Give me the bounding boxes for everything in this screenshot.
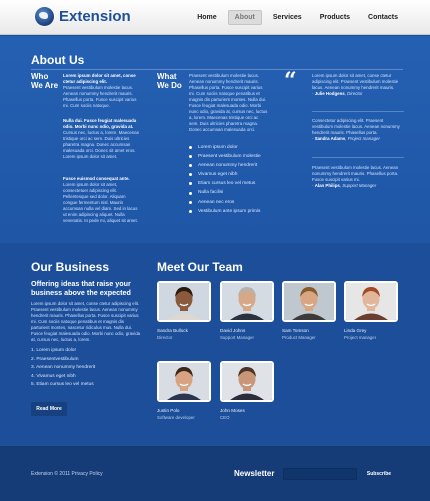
newsletter-label: Newsletter [234, 469, 275, 478]
nav-about[interactable]: About [228, 10, 262, 25]
member-name: Linda Grey [344, 328, 367, 333]
list-item: 4. Vivamus eget nibh [31, 373, 76, 379]
member-photo [157, 361, 211, 402]
list-item: 3. Aenean nonummy hendrerit [31, 365, 96, 371]
list-item: Lorem ipsum dolor [189, 143, 261, 152]
bullet-icon [189, 173, 192, 176]
member-name: Justin Polo [157, 408, 180, 413]
member-photo [220, 361, 274, 402]
team-member[interactable] [157, 361, 211, 420]
testimonial-divider [312, 111, 404, 112]
member-photo [220, 281, 274, 322]
business-body: Lorem ipsum dolor sit amet, conse ctetur adipiscing elit. Praesent vestibulum molestie lacus. Aenean nonummy hendrerit mauris. Phasellus porta. Fusce suscipit varius mi. Cum sociis natoque penatibus et magnis dis parturient montes, nascetur ridiculus mus. Nulla dui. Fusce feugiat malesuada odio. Morbi nunc odio, gravida at, cursus nec, luctus a, lorem. [31, 301, 141, 342]
site-header [0, 0, 430, 35]
bullet-icon [189, 210, 192, 213]
nav-contacts[interactable]: Contacts [368, 14, 398, 21]
what-heading: What We Do [157, 72, 182, 90]
list-item: Nulla facilisi [189, 188, 261, 197]
brand-name: Extension [59, 8, 131, 25]
team-member[interactable] [220, 281, 274, 340]
member-name: Sam Tomson [282, 328, 309, 333]
business-team-section [0, 243, 430, 445]
nav-services[interactable]: Services [272, 14, 302, 21]
member-name: David Johns [220, 328, 246, 333]
testimonial-divider [312, 157, 404, 158]
member-role: Director [157, 335, 173, 340]
bullet-icon [189, 182, 192, 185]
what-body: Praesent vestibulum molestie lacus. Aenean nonummy hendrerit mauris. Phasellus porta. Fusce suscipit varius mi. Cum sociis natoque penatibus et magnis dis parturient montes. Nulla dui. Fusce feugiat malesuada odio. Morbi nunc odio, gravida at, cursus nec, luctus a, lorem. Maecenas tristique orci ac sem. Duis ultricies pharetra magna. Donec accumsan malesuada orci. [189, 73, 268, 132]
about-section [0, 36, 430, 243]
main-nav [190, 10, 405, 25]
bullet-icon [189, 201, 192, 204]
site-footer [0, 445, 430, 501]
member-name: Sandra Bullock [157, 328, 188, 333]
team-member[interactable] [344, 281, 398, 340]
who-block-2: Nulla dui. Fusce feugiat malesuada odio. Morbi nunc odio, gravida at. Cursus nec, luctus a, lorem. Maecenas tristique orci ac sem. Duis ultricies pharetra magna. Donec accumsan malesuada orci. Donec sit amet eros. Lorem ipsum dolor sit amet. [63, 118, 139, 159]
team-member[interactable] [157, 281, 211, 340]
bullet-icon [189, 192, 192, 195]
member-name: John Moses [220, 408, 245, 413]
bullet-icon [189, 146, 192, 149]
list-item: Etiam cursus leo vel metus [189, 179, 261, 188]
about-title: About Us [31, 53, 85, 67]
business-tagline: Offering ideas that raise your business above the expected [31, 279, 131, 297]
list-item: Vestibulum ante ipsum primis [189, 207, 261, 216]
member-role: CEO [220, 415, 230, 420]
list-item: Aenean nec eros [189, 198, 261, 207]
nav-home[interactable]: Home [197, 14, 217, 21]
quote-icon: “ [284, 68, 297, 94]
business-list [31, 347, 95, 390]
member-role: Project manager [344, 335, 377, 340]
about-divider [31, 69, 403, 70]
who-block-1: Lorem ipsum dolor sit amet, conse ctetur adipiscing elit. Praesent vestibulum molestie lacus. Aenean nonummy hendrerit mauris. Phasellus porta. Fusce suscipit varius mi. Cum sociis natoque. [63, 73, 137, 108]
testimonial-2: Consectetur adipiscing elit. Praesent vestibulum molestie lacus. Aenean nonummy hendrerit mauris. Phasellus porta. - Sandra Adams, Project manager [312, 118, 400, 141]
member-photo [282, 281, 336, 322]
business-title: Our Business [31, 260, 110, 274]
member-photo [344, 281, 398, 322]
team-member[interactable] [282, 281, 336, 340]
team-title: Meet Our Team [157, 260, 243, 274]
member-role: Support Manager [220, 335, 254, 340]
what-list [189, 143, 261, 216]
who-heading: Who We Are [31, 72, 59, 90]
list-item: Vivamus eget nibh [189, 170, 261, 179]
read-more-button[interactable]: Read More [31, 402, 67, 416]
nav-products[interactable]: Products [319, 14, 351, 21]
bullet-icon [189, 155, 192, 158]
newsletter-email-input[interactable] [283, 468, 357, 480]
member-role: Product Manager [282, 335, 316, 340]
list-item: Aenean nonummy hendrerit [189, 161, 261, 170]
list-item: Praesent vestibulum molestie [189, 152, 261, 161]
bullet-icon [189, 164, 192, 167]
member-photo [157, 281, 211, 322]
globe-logo-icon [35, 7, 54, 26]
list-item: 5. Etiam cursus leo vel metus [31, 382, 94, 388]
who-block-3: Fusce euismod consequat ante. Lorem ipsum dolor sit amet, consectetuer adipiscing elit. Pellentesque sed dolor. Aliquam congue fermentum nisl. Mauris accumsan nulla vel diam. Sed in lacus ut enim adipiscing aliquet. Nulla venenatis. In pede mi, aliquet sit amet. [63, 176, 138, 223]
subscribe-button[interactable]: Subscribe [366, 471, 392, 477]
list-item: 1. Lorem ipsum dolor [31, 348, 77, 353]
testimonial-3: Praesent vestibulum molestie lacus. Aenean nonummy hendrerit mauris. Phasellus porta. Fusce suscipit varius mi. - Alan Philips, Support Manager [312, 165, 399, 188]
list-item: 2. Praesentvestibulum [31, 356, 79, 362]
testimonial-1: Lorem ipsum dolor sit amet, conse ctetur adipiscing elit. Praesent vestibulum molestie lacus. Aenean nonummy hendrerit mauris. - Julie Hodgens, Director [312, 73, 399, 96]
copyright-text[interactable]: Extension © 2011 Privacy Policy [31, 471, 103, 477]
member-role: Software developer [157, 415, 195, 420]
team-member[interactable] [220, 361, 274, 420]
logo[interactable] [35, 7, 131, 26]
